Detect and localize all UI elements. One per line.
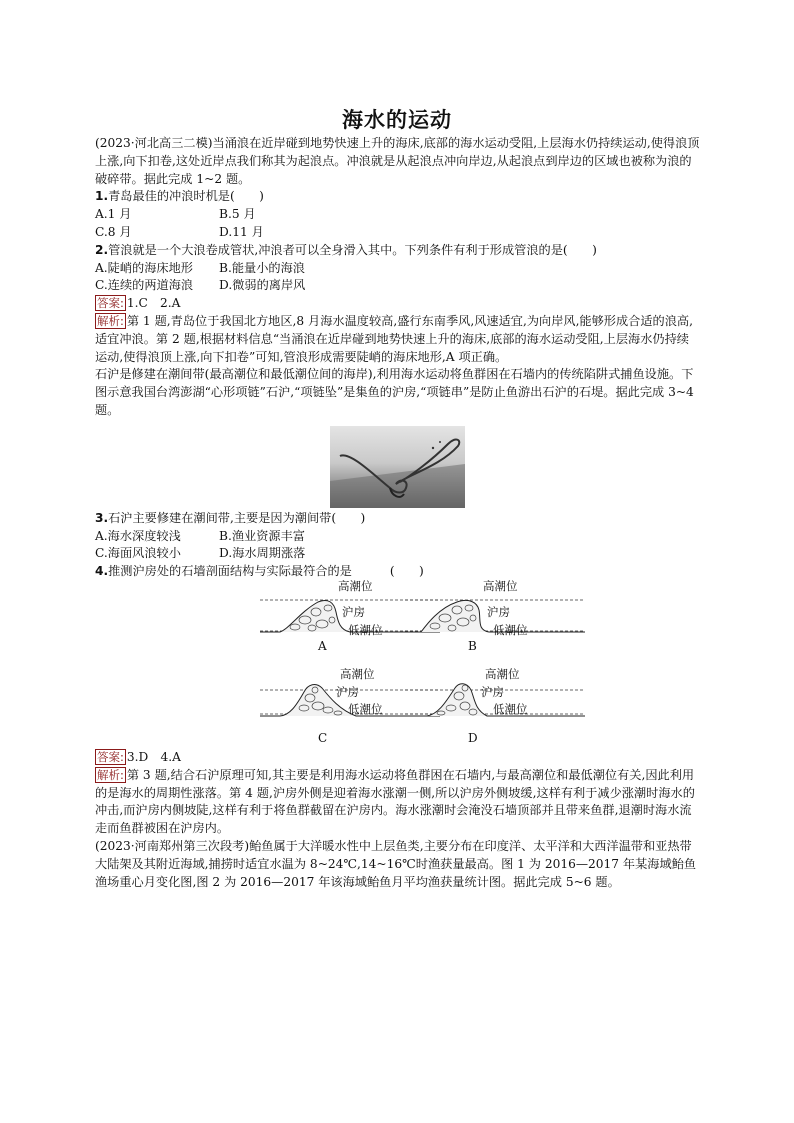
house-label: 沪房 — [336, 684, 359, 699]
question-number: 2. — [95, 242, 109, 257]
weir-profile-diagrams — [95, 578, 701, 749]
house-label: 沪房 — [481, 684, 504, 699]
page-title: 海水的运动 — [342, 108, 452, 132]
caption-a: A — [318, 638, 327, 653]
low-tide-label: 低潮位 — [493, 701, 528, 716]
option-a: A.1 月 — [95, 207, 132, 222]
analysis-paragraph-1 — [95, 313, 701, 366]
heart-stone-weir-photo — [330, 426, 465, 508]
diagram-d — [405, 668, 585, 748]
option-b: B.5 月 — [219, 207, 256, 222]
answer-tag: 答案: — [97, 296, 124, 311]
question-paren: ( ) — [389, 564, 424, 579]
option-d: D.11 月 — [219, 224, 264, 239]
option-c: C.8 月 — [95, 224, 132, 239]
house-label: 沪房 — [342, 604, 365, 619]
question-number: 4. — [95, 564, 109, 579]
question-2-options — [95, 260, 701, 296]
question-1-options — [95, 206, 701, 242]
intro-paragraph-3: (2023·河南郑州第三次段考)鲐鱼属于大洋暖水性中上层鱼类,主要分布在印度洋、太平洋和大西洋温带和亚热带大陆架及其附近海域,捕捞时适宜水温为 8~24℃,14~16℃时渔获量最高。图 1 为 2016—2017 年某海域鲐鱼渔场重心月变化图,图 2 为 2016—2017 年该海域鲐鱼月平均渔获量统计图。据此完成 5~6 题。 — [95, 838, 697, 889]
question-2 — [95, 242, 701, 260]
option-a: A.海水深度较浅 — [95, 528, 181, 543]
high-tide-label: 高潮位 — [483, 578, 518, 593]
question-3 — [95, 510, 701, 528]
answer-line-1 — [95, 295, 701, 313]
answer-text: 1.C 2.A — [126, 296, 181, 311]
analysis-paragraph-2 — [95, 767, 701, 838]
option-a: A.陡峭的海床地形 — [95, 260, 193, 275]
low-tide-label: 低潮位 — [348, 622, 383, 637]
intro-paragraph-1: (2023·河北高三二模)当涌浪在近岸碰到地势快速上升的海床,底部的海水运动受阻,上层海水仍持续运动,使得浪顶上涨,向下扣卷,这处近岸点我们称其为起浪点。冲浪就是从起浪点冲向岸边,从起浪点到岸边的区域也被称为浪的破碎带。据此完成 1~2 题。 — [95, 136, 700, 186]
option-b: B.能量小的海浪 — [219, 260, 305, 275]
option-d: D.海水周期涨落 — [219, 546, 306, 561]
caption-c: C — [318, 730, 328, 745]
question-stem: 管浪就是一个大浪卷成管状,冲浪者可以全身滑入其中。下列条件有利于形成管浪的是( ) — [108, 242, 597, 257]
house-label: 沪房 — [487, 604, 510, 619]
question-1 — [95, 188, 701, 206]
option-c: C.海面风浪较小 — [95, 546, 181, 561]
caption-d: D — [468, 730, 478, 745]
intro-paragraph-2: 石沪是修建在潮间带(最高潮位和最低潮位间的海岸),利用海水运动将鱼群困在石墙内的传统陷阱式捕鱼设施。下图示意我国台湾澎湖“心形项链”石沪,“项链坠”是集鱼的沪房,“项链串”是防止鱼游出石沪的石堤。据此完成 3~4 题。 — [95, 367, 694, 417]
question-4 — [95, 563, 701, 581]
question-3-options — [95, 528, 701, 564]
document-body — [95, 135, 701, 891]
low-tide-label: 低潮位 — [348, 701, 383, 716]
option-d: D.微弱的离岸风 — [219, 278, 306, 293]
question-stem: 推测沪房处的石墙剖面结构与实际最符合的是 — [108, 564, 352, 579]
answer-line-2 — [95, 749, 701, 767]
analysis-text: 第 1 题,青岛位于我国北方地区,8 月海水温度较高,盛行东南季风,风速适宜,为向岸风,能够形成合适的浪高,适宜冲浪。第 2 题,根据材料信息“当涌浪在近岸碰到地势快速上升的海床,底部的海水运动受阻,上层海水仍持续运动,使得浪顶上涨,向下扣卷”可知,管浪形成需要陡峭的海床地形,A 项正确。 — [95, 313, 693, 364]
analysis-text: 第 3 题,结合石沪原理可知,其主要是利用海水运动将鱼群困在石墙内,与最高潮位和最低潮位有关,因此利用的是海水的周期性涨落。第 4 题,沪房外侧是迎着海水涨潮一侧,所以沪房外侧坡缓,这样有利于减少涨潮时海水的冲击,而沪房内侧坡陡,这样有利于将鱼群截留在沪房内。海水涨潮时会淹没石墙顶部并且带来鱼群,退潮时海水流走而鱼群被困在沪房内。 — [95, 767, 695, 836]
question-stem: 青岛最佳的冲浪时机是( ) — [108, 189, 264, 204]
question-number: 3. — [95, 510, 109, 525]
question-number: 1. — [95, 189, 109, 204]
analysis-tag: 解析: — [97, 313, 124, 328]
question-stem: 石沪主要修建在潮间带,主要是因为潮间带( ) — [108, 510, 366, 525]
analysis-tag: 解析: — [97, 767, 124, 782]
answer-tag: 答案: — [97, 749, 124, 764]
high-tide-label: 高潮位 — [485, 666, 520, 681]
diagram-b — [405, 578, 585, 664]
option-c: C.连续的两道海浪 — [95, 278, 194, 293]
low-tide-label: 低潮位 — [493, 622, 528, 637]
option-b: B.渔业资源丰富 — [219, 528, 305, 543]
high-tide-label: 高潮位 — [338, 578, 373, 593]
caption-b: B — [468, 638, 477, 653]
high-tide-label: 高潮位 — [340, 666, 375, 681]
answer-text: 3.D 4.A — [126, 749, 181, 764]
